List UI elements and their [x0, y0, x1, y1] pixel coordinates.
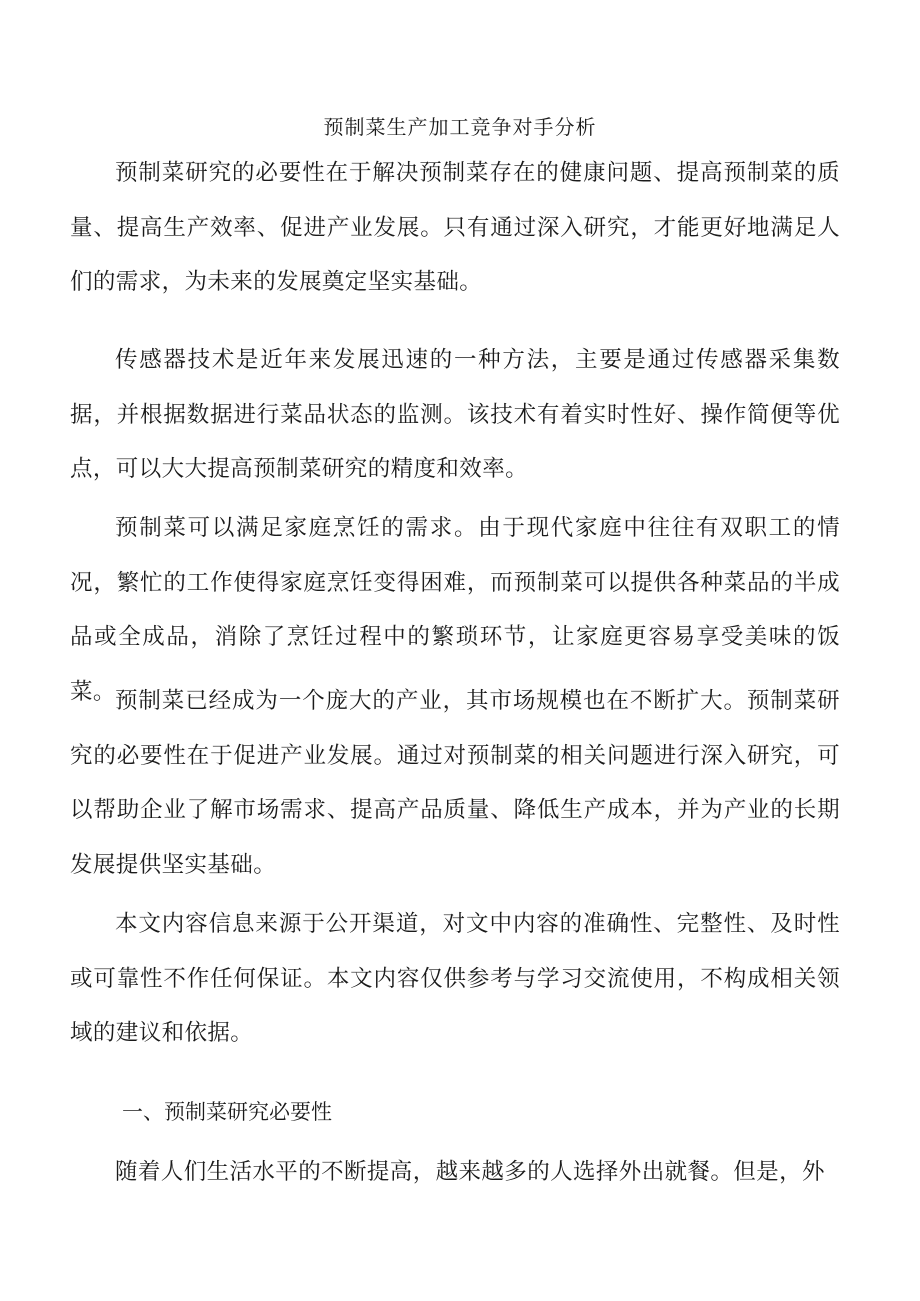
document-title: 预制菜生产加工竞争对手分析: [323, 115, 597, 139]
paragraph-4: 预制菜已经成为一个庞大的产业，其市场规模也在不断扩大。预制菜研究的必要性在于促进产业发展。通过对预制菜的相关问题进行深入研究，可以帮助企业了解市场需求、提高产品质量、降低生产成本，并为产业的长期发展提供坚实基础。: [70, 688, 840, 878]
paragraph-1: 预制菜研究的必要性在于解决预制菜存在的健康问题、提高预制菜的质量、提高生产效率、促进产业发展。只有通过深入研究，才能更好地满足人们的需求，为未来的发展奠定坚实基础。: [70, 160, 840, 295]
paragraph-2: 传感器技术是近年来发展迅速的一种方法，主要是通过传感器采集数据，并根据数据进行菜品状态的监测。该技术有着实时性好、操作简便等优点，可以大大提高预制菜研究的精度和效率。: [70, 347, 840, 482]
paragraph-5: 本文内容信息来源于公开渠道，对文中内容的准确性、完整性、及时性或可靠性不作任何保证。本文内容仅供参考与学习交流使用，不构成相关领域的建议和依据。: [70, 911, 840, 1046]
section-heading: 一、预制菜研究必要性: [122, 1100, 332, 1124]
section-paragraph: 随着人们生活水平的不断提高，越来越多的人选择外出就餐。但是，外: [115, 1159, 825, 1185]
paragraph-3: 预制菜可以满足家庭烹饪的需求。由于现代家庭中往往有双职工的情况，繁忙的工作使得家庭烹饪变得困难，而预制菜可以提供各种菜品的半成品或全成品，消除了烹饪过程中的繁琐环节，让家庭更容易享受美味的饭菜。: [70, 515, 840, 705]
